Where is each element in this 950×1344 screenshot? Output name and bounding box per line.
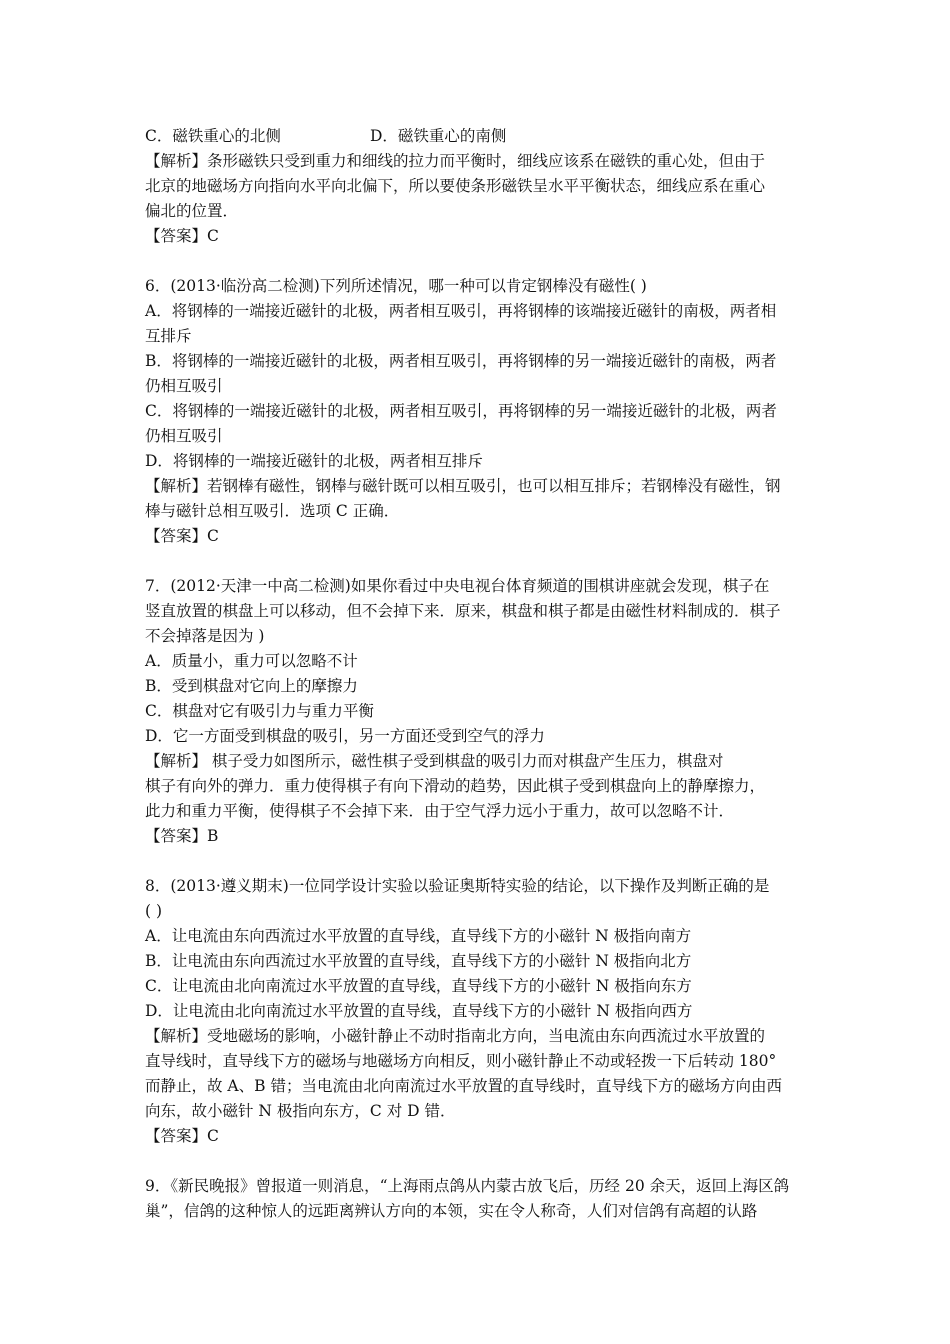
q7-option-line: D．它一方面受到棋盘的吸引，另一方面还受到空气的浮力 <box>145 727 545 745</box>
q6-analysis-line: 【解析】若钢棒有磁性，钢棒与磁针既可以相互吸引，也可以相互排斥；若钢棒没有磁性，钢 <box>145 477 781 495</box>
q6-option-line: C．将钢棒的一端接近磁针的北极，两者相互吸引，再将钢棒的另一端接近磁针的北极，两者 <box>145 402 777 420</box>
spacer <box>145 549 810 574</box>
q7-option-line: A．质量小，重力可以忽略不计 <box>145 652 358 670</box>
q7-analysis-line: 棋子有向外的弹力．重力使得棋子有向下滑动的趋势，因此棋子受到棋盘向上的静摩擦力， <box>145 777 766 795</box>
q7-analysis-line: 此力和重力平衡，使得棋子不会掉下来．由于空气浮力远小于重力，故可以忽略不计． <box>145 802 735 820</box>
q7-stem-line: 不会掉落是因为 ) <box>145 627 265 645</box>
q8-analysis-line: 直导线时，直导线下方的磁场与地磁场方向相反，则小磁针静止不动或轻拨一下后转动 180° <box>145 1052 777 1070</box>
q7-stem-line: 7．(2012·天津一中高二检测)如果你看过中央电视台体育频道的围棋讲座就会发现，棋子在 <box>145 577 770 595</box>
q7-answer: 【答案】B <box>145 827 219 845</box>
q6-option-line: 互排斥 <box>145 327 192 345</box>
q9-stem-line: 9．《新民晚报》曾报道一则消息，“上海雨点鸽从内蒙古放飞后，历经 20 余天，返回上海区鸽 <box>145 1177 790 1195</box>
spacer <box>145 849 810 874</box>
q6-option-line: 仍相互吸引 <box>145 377 223 395</box>
q8-option-line: A．让电流由东向西流过水平放置的直导线，直导线下方的小磁针 N 极指向南方 <box>145 927 692 945</box>
q8-analysis-line: 而静止，故 A、B 错；当电流由北向南流过水平放置的直导线时，直导线下方的磁场方向由西 <box>145 1077 782 1095</box>
q6-option-line: A．将钢棒的一端接近磁针的北极，两者相互吸引，再将钢棒的该端接近磁针的南极，两者相 <box>145 302 777 320</box>
q8-stem-line: ( ) <box>145 902 163 920</box>
q8-option-line: D．让电流由北向南流过水平放置的直导线，直导线下方的小磁针 N 极指向西方 <box>145 1002 693 1020</box>
spacer <box>145 249 810 274</box>
q7-stem-line: 竖直放置的棋盘上可以移动，但不会掉下来．原来，棋盘和棋子都是由磁性材料制成的．棋子 <box>145 602 781 620</box>
q5-answer: 【答案】C <box>145 227 219 245</box>
q8-option-line: C．让电流由北向南流过水平放置的直导线，直导线下方的小磁针 N 极指向东方 <box>145 977 692 995</box>
q9-stem-line: 巢”，信鸽的这种惊人的远距离辨认方向的本领，实在令人称奇，人们对信鸽有高超的认路 <box>145 1202 758 1220</box>
spacer <box>145 1149 810 1174</box>
q5-option-c: C．磁铁重心的北侧 <box>145 127 281 145</box>
q6-answer: 【答案】C <box>145 527 219 545</box>
q7-analysis-line: 【解析】 棋子受力如图所示，磁性棋子受到棋盘的吸引力而对棋盘产生压力，棋盘对 <box>145 752 724 770</box>
q5-options-row <box>145 124 810 149</box>
q6-option-line: B．将钢棒的一端接近磁针的北极，两者相互吸引，再将钢棒的另一端接近磁针的南极，两者 <box>145 352 777 370</box>
q8-analysis-line: 【解析】受地磁场的影响，小磁针静止不动时指南北方向，当电流由东向西流过水平放置的 <box>145 1027 766 1045</box>
q7-option-line: B．受到棋盘对它向上的摩擦力 <box>145 677 358 695</box>
q6-option-line: D．将钢棒的一端接近磁针的北极，两者相互排斥 <box>145 452 483 470</box>
q6-option-line: 仍相互吸引 <box>145 427 223 445</box>
q5-analysis-line: 【解析】条形磁铁只受到重力和细线的拉力而平衡时，细线应该系在磁铁的重心处，但由于 <box>145 152 766 170</box>
document-page <box>145 124 810 1224</box>
q5-analysis-line: 北京的地磁场方向指向水平向北偏下，所以要使条形磁铁呈水平平衡状态，细线应系在重心 <box>145 177 766 195</box>
q6-analysis-line: 棒与磁针总相互吸引．选项 C 正确． <box>145 502 400 520</box>
q7-option-line: C．棋盘对它有吸引力与重力平衡 <box>145 702 374 720</box>
q5-analysis-line: 偏北的位置． <box>145 202 239 220</box>
q8-stem-line: 8．(2013·遵义期末)一位同学设计实验以验证奥斯特实验的结论，以下操作及判断正确的是 <box>145 877 770 895</box>
q8-option-line: B．让电流由东向西流过水平放置的直导线，直导线下方的小磁针 N 极指向北方 <box>145 952 692 970</box>
q5-option-d: D．磁铁重心的南侧 <box>370 127 507 145</box>
q8-analysis-line: 向东，故小磁针 N 极指向东方，C 对 D 错． <box>145 1102 456 1120</box>
q8-answer: 【答案】C <box>145 1127 219 1145</box>
q6-stem: 6．(2013·临汾高二检测)下列所述情况，哪一种可以肯定钢棒没有磁性( ) <box>145 277 647 295</box>
